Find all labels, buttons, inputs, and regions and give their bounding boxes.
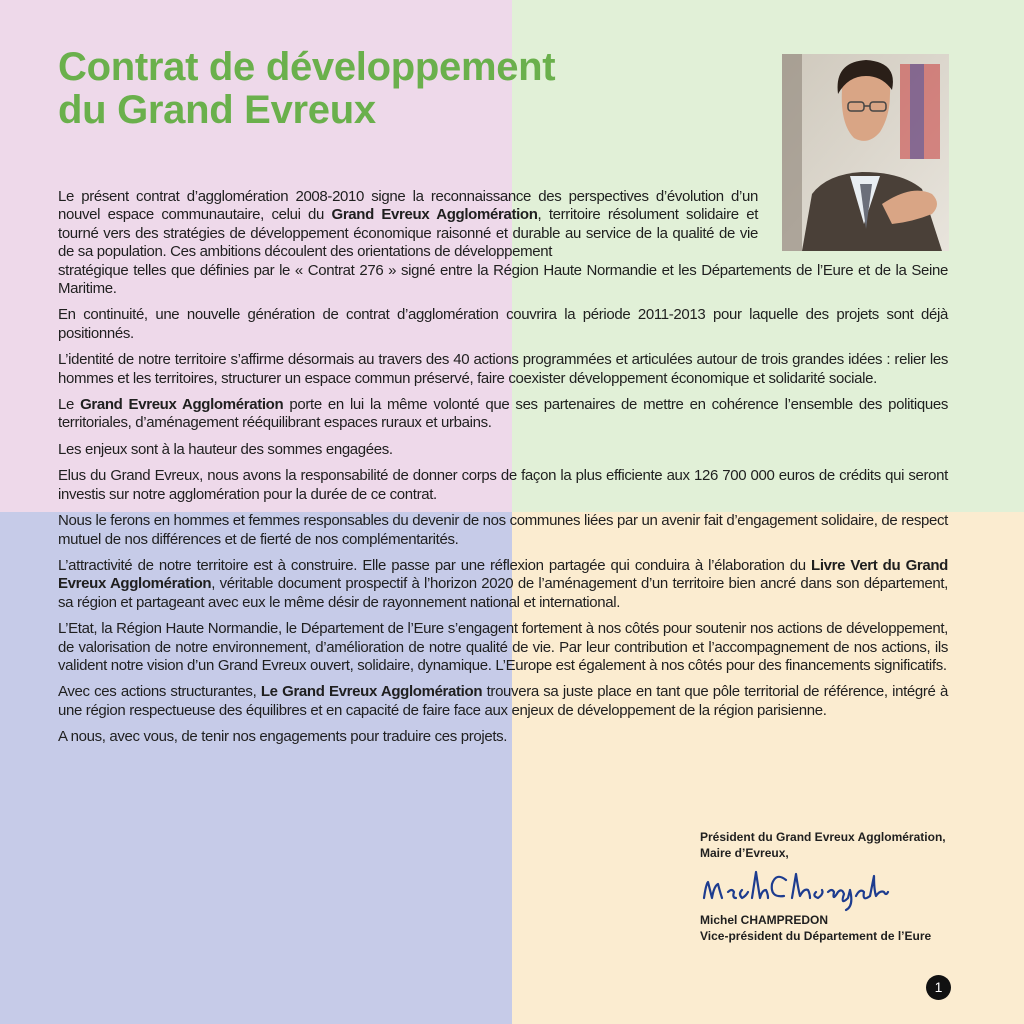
paragraph-4-bold: Grand Evreux Agglomération [80,396,284,414]
paragraph-10-text-c: trouvera sa juste place en tant que pôle territorial de référence, intégré à une région respectueuse des équilibres et en capacité de faire face aux enjeux de développement de la région parisienne. [58,683,948,719]
paragraph-3: L’identité de notre territoire s’affirme désormais au travers des 40 actions programmées et articulées autour de trois grandes idées : relier les hommes et les territoires, structurer un espace commun préservé, faire coexister développement économique et solidarité sociale. [58,351,948,387]
paragraph-8-bold: Livre Vert du Grand Evreux Agglomération [58,556,948,593]
signatory-role-vice-president: Vice-président du Département de l’Eure [700,929,932,943]
page-title-line2: du Grand Evreux [58,88,376,132]
paragraph-8-text-c: , véritable document prospectif à l’horizon 2020 de l’aménagement d’un territoire bien ancré dans son département, sa région et partageant avec eux le même désir de rayonnement national et international. [58,575,948,611]
paragraph-1 [58,188,758,262]
page-title [58,46,555,132]
signature-roles [700,829,980,861]
signatory-name: Michel CHAMPREDON [700,913,829,927]
page-title-line1: Contrat de développement [58,45,556,89]
paragraph-1-bold: Grand Evreux Agglomération [331,206,538,224]
paragraph-4-text-a: Le [58,396,81,414]
paragraph-10-bold: Le Grand Evreux Agglomération [260,683,483,701]
signature-role-president: Président du Grand Evreux Agglomération, [700,830,946,844]
paragraph-5: Les enjeux sont à la hauteur des sommes engagées. [58,440,393,458]
signatory-details [700,912,931,944]
paragraph-10 [58,683,948,720]
paragraph-2: En continuité, une nouvelle génération de contrat d’agglomération couvrira la période 2011-2013 pour laquelle des projets sont déjà positionnés. [58,306,948,342]
paragraph-4 [58,396,948,433]
paragraph-10-text-a: Avec ces actions structurantes, [58,683,261,701]
paragraph-1-text-c: , territoire résolument solidaire et tourné vers des stratégies de développement économique raisonné et durable au service de la qualité de vie de sa population. Ces ambitions découlent des orientations de développement [58,206,759,261]
paragraph-1-continued: stratégique telles que définies par le « Contrat 276 » signé entre la Région Haute Normandie et les Départements de l’Eure et de la Seine Maritime. [58,261,948,298]
paragraph-4-text-c: porte en lui la même volonté que ses partenaires de mettre en cohérence l’ensemble des politiques territoriales, d’aménagement rééquilibrant espaces ruraux et urbains. [58,396,948,432]
paragraph-8 [58,557,948,612]
body-text [58,188,948,755]
paragraph-9: L’Etat, la Région Haute Normandie, le Département de l’Eure s’engagent fortement à nos côtés pour soutenir nos actions de développement, de valorisation de notre environnement, d’amélioration de notre qualité de vie. Par leur contribution et l’accompagnement de nos actions, ils valident notre vision d’un Grand Evreux ouvert, solidaire, dynamique. L’Europe est également à nos côtés pour des financements significatifs. [58,620,948,674]
paragraph-6: Elus du Grand Evreux, nous avons la responsabilité de donner corps de façon la plus efficiente aux 126 700 000 euros de crédits qui seront investis sur notre agglomération pour la durée de ce contrat. [58,467,948,503]
paragraph-11: A nous, avec vous, de tenir nos engagements pour traduire ces projets. [58,728,508,746]
paragraph-8-text-a: L’attractivité de notre territoire est à construire. Elle passe par une réflexion partagée qui conduira à l’élaboration du [58,556,812,574]
paragraph-1-text-a: Le présent contrat d’agglomération 2008-2010 signe la reconnaissance des perspectives d’évolution d’un nouvel espace communautaire, celui du [58,188,758,224]
page-number-badge: 1 [926,975,951,1000]
handwritten-signature [700,862,895,912]
paragraph-7: Nous le ferons en hommes et femmes responsables du devenir de nos communes liées par un avenir fait d’engagement solidaire, de respect mutuel de nos différences et de fierté de nos complémentarités. [58,512,948,548]
signature-role-mayor: Maire d’Evreux, [700,846,789,860]
